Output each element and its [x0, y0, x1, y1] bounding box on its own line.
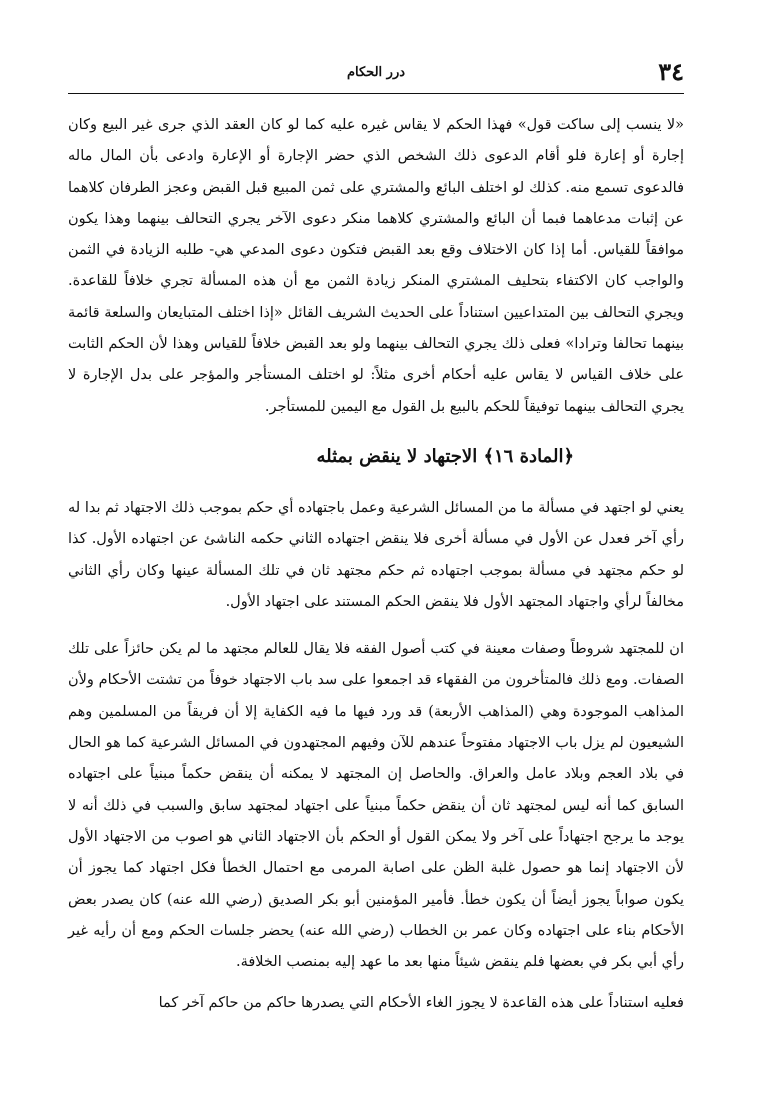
page-number: ٣٤: [658, 57, 684, 86]
page-header: [68, 57, 684, 93]
article-heading: ﴿المادة ١٦﴾ الاجتهاد لا ينقض بمثله: [316, 445, 574, 467]
body-paragraph-1: يعني لو اجتهد في مسألة ما من المسائل الشرعية وعمل باجتهاده أي حكم بموجب ذلك الاجتهاد ثم بدا له رأي آخر فعدل عن الأول في مسألة أخرى فلا ينقض اجتهاده الثاني حكمه الناشئ عن اجتهاده الأول. كذا لو حكم مجتهد في مسألة بموجب اجتهاده ثم حكم مجتهد ثان في تلك المسألة عينها وكان رأي الثاني مخالفاً لرأي واجتهاد المجتهد الأول فلا ينقض الحكم المستند على اجتهاد الأول.: [68, 499, 684, 610]
intro-paragraph: «لا ينسب إلى ساكت قول» فهذا الحكم لا يقاس غيره عليه كما لو كان العقد الذي جرى غير البيع وكان إجارة أو إعارة فلو أقام الدعوى ذلك الشخص الذي حضر الإجارة أو الإعارة وادعى بأن المال ماله فالدعوى تسمع منه. كذلك لو اختلف البائع والمشتري على ثمن المبيع قبل القبض وعجز الطرفان كلاهما عن إثبات مدعاهما فبما أن البائع والمشتري كلاهما منكر دعوى الآخر يجري التحالف بينهما وهذا يكون موافقاً للقياس. أما إذا كان الاختلاف وقع بعد القبض فتكون دعوى المدعي هي- طلبه الزيادة في الثمن والواجب كان الاكتفاء بتحليف المشتري المنكر زيادة الثمن مع أن هذه المسألة تجري خلافاً للقاعدة. ويجري التحالف بين المتداعيين استناداً على الحديث الشريف القائل «إذا اختلف المتبايعان والسلعة قائمة بينهما تحالفا وترادا» فعلى ذلك يجري التحالف بينهما ولو بعد القبض خلافاً للقياس وهذا لأن الحكم الثابت على خلاف القياس لا يقاس عليه أحكام أخرى مثلاً: لو اختلف المستأجر والمؤجر على بدل الإجارة لا يجري التحالف بينهما توفيقاً للحكم بالبيع بل القول مع اليمين للمستأجر.: [68, 117, 684, 415]
page-body: [68, 110, 684, 1020]
body-paragraph-3: فعليه استناداً على هذه القاعدة لا يجوز الغاء الأحكام التي يصدرها حاكم من حاكم آخر كما: [158, 995, 684, 1012]
running-title: درر الحكام: [346, 65, 406, 80]
header-divider: [68, 93, 684, 94]
body-paragraph-2: ان للمجتهد شروطاً وصفات معينة في كتب أصول الفقه فلا يقال للعالم مجتهد ما لم يكن حائزاً على تلك الصفات. ومع ذلك فالمتأخرون من الفقهاء قد اجمعوا على سد باب الاجتهاد خوفاً من تشتت الأحكام ولأن المذاهب الموجودة وهي (المذاهب الأربعة) قد ورد فيها ما فيه الكفاية إلا أن فريقاً من المسلمين وهم الشيعيون لم يزل باب الاجتهاد مفتوحاً عندهم للآن وفيهم المجتهدون في المسائل الشرعية كما هو الحال في بلاد العجم وبلاد عامل والعراق. والحاصل إن المجتهد لا يمكنه أن ينقض حكماً مبنياً على اجتهاده السابق كما أنه ليس لمجتهد ثان أن ينقض حكماً مبنياً على اجتهاد لمجتهد سابق والسبب في ذلك أنه لا يوجد ما يرجح اجتهاداً على آخر ولا يمكن القول أو الحكم بأن الاجتهاد الثاني هو اصوب من الاجتهاد الأول لأن الاجتهاد إنما هو حصول غلبة الظن على اصابة المرمى مع احتمال الخطأ فكل اجتهاد كما يجوز أن يكون صواباً يجوز أيضاً أن يكون خطأ. فأمير المؤمنين أبو بكر الصديق (رضي الله عنه) كان يصدر بعض الأحكام بناء على اجتهاده وكان عمر بن الخطاب (رضي الله عنه) يحضر جلسات الحكم ومع أن رأيه غير رأي أبي بكر في بعضها فلم ينقض شيئاً منها بعد ما عهد إليه بمنصب الخلافة.: [68, 641, 685, 971]
